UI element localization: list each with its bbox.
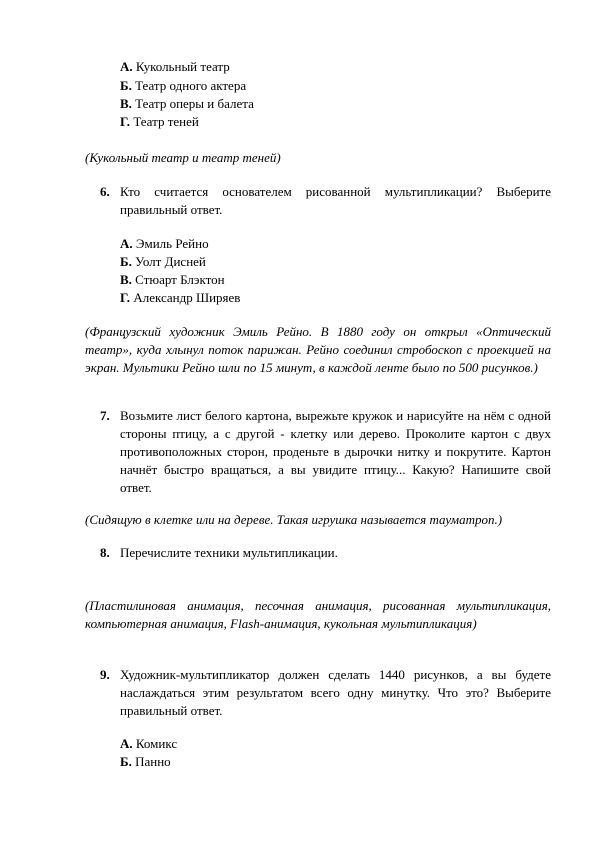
q6-option-d — [120, 289, 240, 307]
question-number: 7. — [100, 408, 110, 423]
option-text: Эмиль Рейно — [132, 236, 209, 251]
option-text: Уолт Дисней — [131, 254, 206, 269]
q9-option-b — [120, 753, 171, 771]
q5-answer-note: (Кукольный театр и театр теней) — [85, 150, 281, 165]
option-letter: Б. — [120, 78, 132, 93]
q9-option-a — [120, 735, 177, 753]
q5-option-d — [120, 113, 199, 131]
question-number: 9. — [100, 667, 110, 682]
option-letter: Б. — [120, 254, 132, 269]
option-text: Стюарт Блэктон — [131, 272, 225, 287]
q5-option-a — [120, 58, 230, 76]
q8-answer-note: (Пластилиновая анимация, песочная анимация, рисованная мультипликация, компьютерная анимация, Flash-анимация, кукольная мультипликация) — [85, 598, 551, 631]
option-text: Театр теней — [130, 114, 199, 129]
question-text: Перечислите техники мультипликации. — [120, 545, 338, 560]
question-7 — [100, 407, 551, 497]
option-text: Театр оперы и балета — [131, 96, 254, 111]
option-letter: А. — [120, 736, 133, 751]
option-letter: В. — [120, 96, 132, 111]
option-letter: А. — [120, 59, 133, 74]
q6-option-b — [120, 253, 206, 271]
q6-answer-note: (Французский художник Эмиль Рейно. В 1880 году он открыл «Оптический театр», куда хлынул поток парижан. Рейно соединил стробоскоп с проекцией на экран. Мультики Рейно шли по 15 минут, в каждой ленте было по 500 рисунков.) — [85, 324, 551, 375]
question-text: Кто считается основателем рисованной мультипликации? Выберите правильный ответ. — [120, 184, 551, 217]
question-number: 6. — [100, 184, 110, 199]
option-text: Комикс — [132, 736, 178, 751]
q5-option-b — [120, 77, 246, 95]
q7-answer-note: (Сидящую в клетке или на дереве. Такая игрушка называется тауматроп.) — [85, 512, 503, 527]
option-text: Панно — [131, 754, 171, 769]
option-letter: Г. — [120, 114, 131, 129]
option-text: Кукольный театр — [132, 59, 230, 74]
option-text: Александр Ширяев — [130, 290, 241, 305]
q6-option-c — [120, 271, 225, 289]
question-text: Художник-мультипликатор должен сделать 1440 рисунков, а вы будете наслаждаться этим результатом всего одну минутку. Что это? Выберите правильный ответ. — [120, 667, 551, 718]
option-letter: Г. — [120, 290, 131, 305]
option-text: Театр одного актера — [131, 78, 247, 93]
option-letter: Б. — [120, 754, 132, 769]
q5-option-c — [120, 95, 254, 113]
question-9 — [100, 666, 551, 720]
option-letter: А. — [120, 236, 133, 251]
q6-option-a — [120, 235, 209, 253]
question-number: 8. — [100, 545, 110, 560]
option-letter: В. — [120, 272, 132, 287]
question-text: Возьмите лист белого картона, вырежьте кружок и нарисуйте на нём с одной стороны птицу, а с другой - клетку или дерево. Проколите картон с двух противоположных сторон, проденьте в дырочки нитку и покрутите. Картон начнёт быстро вращаться, а вы увидите птицу... Какую? Напишите свой ответ. — [120, 408, 551, 495]
question-6 — [100, 183, 551, 219]
question-8 — [100, 544, 551, 562]
